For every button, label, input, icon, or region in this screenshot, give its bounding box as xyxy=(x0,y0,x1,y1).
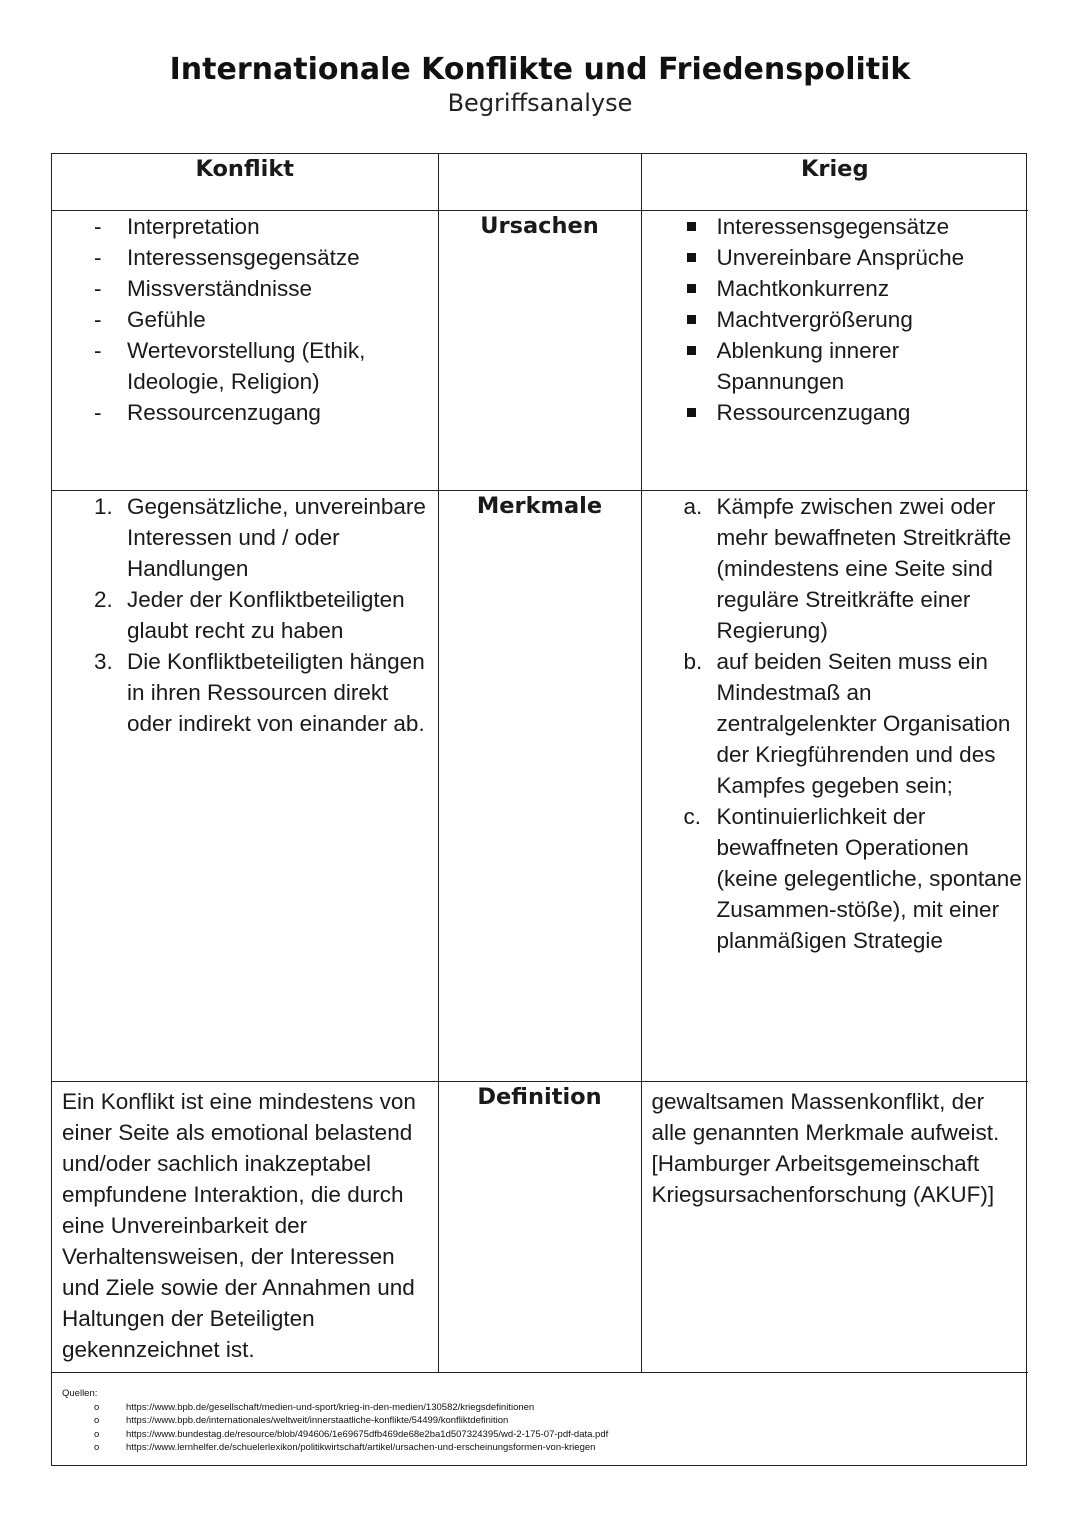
krieg-features-cell xyxy=(641,491,1028,1082)
source-link[interactable]: o https://www.bpb.de/internationales/weltweit/innerstaatliche-konflikte/54499/konfliktdefinition xyxy=(94,1415,509,1427)
circle-bullet-icon: o xyxy=(94,1428,100,1440)
square-bullet-icon xyxy=(687,222,696,231)
document-title: Internationale Konflikte und Friedenspolitik xyxy=(169,52,911,87)
analysis-sheet xyxy=(51,153,1027,1466)
dash-marker: - xyxy=(94,338,102,363)
sources-label: Quellen: xyxy=(62,1388,98,1399)
konflikt-definition-text: Ein Konflikt ist eine mindestens von einer Seite als emotional belastend und/oder sachlich inakzeptabel empfundene Interaktion, die durch eine Unvereinbarkeit der Verhaltensweisen, der Interessen und Ziele sowie der Annahmen und Haltungen der Beteiligten gekennzeichnet ist. xyxy=(62,1089,416,1362)
list-item: - Interpretation xyxy=(52,211,438,242)
list-item: a. Kämpfe zwischen zwei oder mehr bewaffneten Streitkräfte (mindestens eine Seite sind reguläre Streitkräfte einer Regierung) xyxy=(683,494,1012,643)
list-item: Machtvergrößerung xyxy=(642,304,1029,335)
dash-marker: - xyxy=(94,245,102,270)
column-header-krieg: Krieg xyxy=(641,154,1028,211)
dash-marker: - xyxy=(94,214,102,239)
konflikt-features-list xyxy=(52,491,438,739)
list-item: Machtkonkurrenz xyxy=(642,273,1029,304)
list-item: Unvereinbare Ansprüche xyxy=(642,242,1029,273)
list-item: Ablenkung innerer Spannungen xyxy=(642,335,1029,397)
row-label-ursachen: Ursachen xyxy=(438,211,641,491)
konflikt-causes-list xyxy=(52,211,438,428)
table-header-row xyxy=(52,154,1028,211)
square-bullet-icon xyxy=(687,284,696,293)
column-header-empty xyxy=(438,154,641,211)
row-label-merkmale: Merkmale xyxy=(438,491,641,1082)
circle-bullet-icon: o xyxy=(94,1442,100,1454)
comparison-table xyxy=(52,154,1028,1373)
krieg-definition-cell xyxy=(641,1082,1028,1373)
dash-marker: - xyxy=(94,307,102,332)
sources-section xyxy=(52,1373,1026,1465)
row-ursachen xyxy=(52,211,1028,491)
list-item: - Missverständnisse xyxy=(52,273,438,304)
konflikt-features-cell xyxy=(52,491,438,1082)
list-item: c. Kontinuierlichkeit der bewaffneten Operationen (keine gelegentliche, spontane Zusammen-stöße), mit einer planmäßigen Strategie xyxy=(683,804,1022,953)
dash-marker: - xyxy=(94,276,102,301)
column-header-konflikt: Konflikt xyxy=(52,154,438,211)
konflikt-causes-cell xyxy=(52,211,438,491)
krieg-features-list xyxy=(642,491,1029,956)
list-item: 2. Jeder der Konfliktbeteiligten glaubt recht zu haben xyxy=(94,587,405,643)
source-link[interactable]: o https://www.bundestag.de/resource/blob/494606/1e69675dfb469de68e2ba1d507324395/wd-2-175-07-pdf-data.pdf xyxy=(94,1428,609,1440)
list-item: - Ressourcenzugang xyxy=(52,397,438,428)
list-item: b. auf beiden Seiten muss ein Mindestmaß an zentralgelenkter Organisation der Kriegführenden und des Kampfes gegeben sein; xyxy=(683,649,1011,798)
krieg-causes-cell xyxy=(641,211,1028,491)
square-bullet-icon xyxy=(687,315,696,324)
list-item: - Interessensgegensätze xyxy=(52,242,438,273)
circle-bullet-icon: o xyxy=(94,1415,100,1427)
sources-list xyxy=(94,1401,608,1455)
row-merkmale xyxy=(52,491,1028,1082)
list-item: 1. Gegensätzliche, unvereinbare Interessen und / oder Handlungen xyxy=(94,494,426,581)
circle-bullet-icon: o xyxy=(94,1402,100,1413)
list-item: - Wertevorstellung (Ethik, Ideologie, Religion) xyxy=(52,335,438,397)
row-label-definition: Definition xyxy=(438,1082,641,1373)
dash-marker: - xyxy=(94,400,102,425)
source-link[interactable]: o https://www.lernhelfer.de/schuelerlexikon/politikwirtschaft/artikel/ursachen-und-erscheinungsformen-von-kriegen xyxy=(94,1442,596,1454)
square-bullet-icon xyxy=(687,253,696,262)
list-item: 3. Die Konfliktbeteiligten hängen in ihren Ressourcen direkt oder indirekt von einander ab. xyxy=(94,649,425,736)
konflikt-definition-cell xyxy=(52,1082,438,1373)
krieg-definition-text: gewaltsamen Massenkonflikt, der alle genannten Merkmale aufweist. [Hamburger Arbeitsgemeinschaft Kriegsursachenforschung (AKUF)] xyxy=(651,1089,1000,1207)
list-item: Interessensgegensätze xyxy=(642,211,1029,242)
list-item: - Gefühle xyxy=(52,304,438,335)
list-item: Ressourcenzugang xyxy=(642,397,1029,428)
square-bullet-icon xyxy=(687,408,696,417)
document-subtitle: Begriffsanalyse xyxy=(447,89,633,117)
row-definition xyxy=(52,1082,1028,1373)
krieg-causes-list xyxy=(642,211,1029,428)
square-bullet-icon xyxy=(687,346,696,355)
source-link[interactable]: o https://www.bpb.de/gesellschaft/medien-und-sport/krieg-in-den-medien/130582/kriegsdefinitionen xyxy=(94,1402,535,1413)
